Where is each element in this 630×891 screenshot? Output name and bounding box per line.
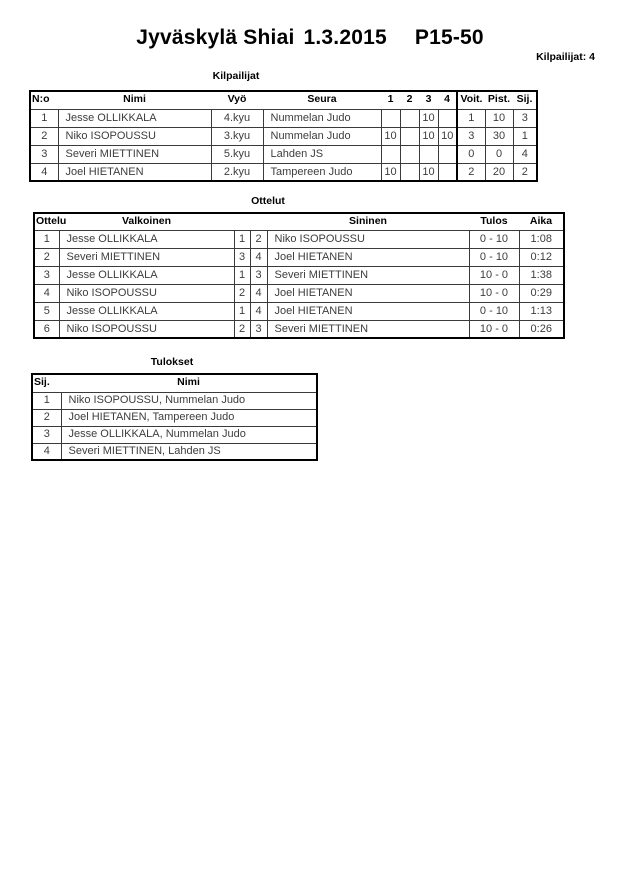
- match-row: [34, 266, 564, 284]
- competitor-wins: 1: [457, 109, 485, 127]
- competitor-points: 10: [485, 109, 513, 127]
- col-header-no: N:o: [30, 91, 58, 109]
- white-name: Niko ISOPOUSSU: [59, 284, 234, 302]
- competitor-club: Tampereen Judo: [263, 163, 381, 181]
- competitor-wins: 3: [457, 127, 485, 145]
- competitor-number: 1: [30, 109, 58, 127]
- blue-name: Joel HIETANEN: [267, 302, 469, 320]
- competitor-name: Niko ISOPOUSSU: [58, 127, 211, 145]
- competitor-count-label: Kilpailijat: 4: [536, 51, 595, 63]
- col-header-round-3: 3: [419, 91, 438, 109]
- white-name: Niko ISOPOUSSU: [59, 320, 234, 338]
- match-time: 1:08: [519, 230, 564, 248]
- result-name: Niko ISOPOUSSU, Nummelan Judo: [61, 392, 317, 409]
- col-header-match: Ottelu: [34, 213, 59, 230]
- round-score-1: 10: [381, 127, 400, 145]
- white-number: 1: [234, 230, 250, 248]
- match-result: 10 - 0: [469, 284, 519, 302]
- competitor-wins: 0: [457, 145, 485, 163]
- competitor-name: Severi MIETTINEN: [58, 145, 211, 163]
- competitor-number: 4: [30, 163, 58, 181]
- blue-name: Joel HIETANEN: [267, 248, 469, 266]
- result-place: 4: [32, 443, 61, 460]
- match-result: 0 - 10: [469, 248, 519, 266]
- result-row: [32, 392, 317, 409]
- match-time: 0:12: [519, 248, 564, 266]
- col-header-points: Pist.: [485, 91, 513, 109]
- blue-number: 2: [250, 230, 267, 248]
- col-header-white-no: [234, 213, 250, 230]
- result-place: 2: [32, 409, 61, 426]
- round-score-1: 10: [381, 163, 400, 181]
- blue-number: 3: [250, 266, 267, 284]
- white-number: 1: [234, 266, 250, 284]
- match-row: [34, 284, 564, 302]
- competitor-belt: 3.kyu: [211, 127, 263, 145]
- match-result: 10 - 0: [469, 266, 519, 284]
- competitor-row: [30, 109, 537, 127]
- result-place: 3: [32, 426, 61, 443]
- competitor-belt: 5.kyu: [211, 145, 263, 163]
- round-score-2: [400, 127, 419, 145]
- blue-name: Severi MIETTINEN: [267, 266, 469, 284]
- result-name: Severi MIETTINEN, Lahden JS: [61, 443, 317, 460]
- results-heading: Tulokset: [150, 356, 194, 368]
- matches-header-row: [34, 213, 564, 230]
- match-number: 2: [34, 248, 59, 266]
- match-row: [34, 302, 564, 320]
- match-row: [34, 230, 564, 248]
- round-score-3: 10: [419, 163, 438, 181]
- white-number: 3: [234, 248, 250, 266]
- blue-number: 4: [250, 284, 267, 302]
- competitor-points: 30: [485, 127, 513, 145]
- competitors-header-row: [30, 91, 537, 109]
- col-header-place: Sij.: [32, 374, 61, 392]
- results-header-row: [32, 374, 317, 392]
- round-score-3: [419, 145, 438, 163]
- competitor-club: Lahden JS: [263, 145, 381, 163]
- white-name: Jesse OLLIKKALA: [59, 230, 234, 248]
- match-number: 1: [34, 230, 59, 248]
- match-number: 4: [34, 284, 59, 302]
- white-number: 2: [234, 284, 250, 302]
- col-header-place: Sij.: [513, 91, 537, 109]
- round-score-3: 10: [419, 127, 438, 145]
- match-number: 3: [34, 266, 59, 284]
- competitor-belt: 4.kyu: [211, 109, 263, 127]
- competitors-heading: Kilpailijat: [212, 70, 260, 82]
- competitor-name: Jesse OLLIKKALA: [58, 109, 211, 127]
- match-result: 0 - 10: [469, 302, 519, 320]
- competitor-belt: 2.kyu: [211, 163, 263, 181]
- match-row: [34, 320, 564, 338]
- round-score-2: [400, 163, 419, 181]
- title-date: 1.3.2015: [303, 26, 387, 49]
- competitor-place: 1: [513, 127, 537, 145]
- competitor-place: 2: [513, 163, 537, 181]
- col-header-result: Tulos: [469, 213, 519, 230]
- title-category: P15-50: [414, 26, 484, 49]
- round-score-4: [438, 163, 457, 181]
- blue-number: 4: [250, 302, 267, 320]
- competitor-row: [30, 163, 537, 181]
- round-score-1: [381, 145, 400, 163]
- competitor-name: Joel HIETANEN: [58, 163, 211, 181]
- round-score-3: 10: [419, 109, 438, 127]
- results-table: [31, 373, 318, 461]
- round-score-2: [400, 145, 419, 163]
- match-result: 10 - 0: [469, 320, 519, 338]
- match-time: 0:29: [519, 284, 564, 302]
- result-place: 1: [32, 392, 61, 409]
- match-result: 0 - 10: [469, 230, 519, 248]
- title-event: Jyväskylä Shiai: [136, 26, 295, 49]
- matches-table: [33, 212, 565, 339]
- col-header-round-1: 1: [381, 91, 400, 109]
- blue-name: Severi MIETTINEN: [267, 320, 469, 338]
- col-header-name: Nimi: [58, 91, 211, 109]
- round-score-1: [381, 109, 400, 127]
- competitor-row: [30, 145, 537, 163]
- white-number: 2: [234, 320, 250, 338]
- round-score-4: 10: [438, 127, 457, 145]
- col-header-wins: Voit.: [457, 91, 485, 109]
- blue-name: Niko ISOPOUSSU: [267, 230, 469, 248]
- competitor-place: 4: [513, 145, 537, 163]
- col-header-club: Seura: [263, 91, 381, 109]
- col-header-round-4: 4: [438, 91, 457, 109]
- competitor-wins: 2: [457, 163, 485, 181]
- blue-number: 4: [250, 248, 267, 266]
- blue-number: 3: [250, 320, 267, 338]
- competitor-points: 0: [485, 145, 513, 163]
- match-time: 1:13: [519, 302, 564, 320]
- competitor-place: 3: [513, 109, 537, 127]
- blue-name: Joel HIETANEN: [267, 284, 469, 302]
- result-name: Jesse OLLIKKALA, Nummelan Judo: [61, 426, 317, 443]
- result-row: [32, 426, 317, 443]
- white-name: Severi MIETTINEN: [59, 248, 234, 266]
- match-time: 1:38: [519, 266, 564, 284]
- competitor-row: [30, 127, 537, 145]
- result-name: Joel HIETANEN, Tampereen Judo: [61, 409, 317, 426]
- competitor-club: Nummelan Judo: [263, 127, 381, 145]
- match-time: 0:26: [519, 320, 564, 338]
- competitor-number: 2: [30, 127, 58, 145]
- white-name: Jesse OLLIKKALA: [59, 302, 234, 320]
- round-score-4: [438, 109, 457, 127]
- col-header-white: Valkoinen: [59, 213, 234, 230]
- white-name: Jesse OLLIKKALA: [59, 266, 234, 284]
- result-row: [32, 443, 317, 460]
- col-header-blue: Sininen: [267, 213, 469, 230]
- competitor-number: 3: [30, 145, 58, 163]
- match-number: 5: [34, 302, 59, 320]
- match-row: [34, 248, 564, 266]
- col-header-belt: Vyö: [211, 91, 263, 109]
- col-header-blue-no: [250, 213, 267, 230]
- competitor-points: 20: [485, 163, 513, 181]
- competitors-table: [29, 90, 538, 182]
- competitor-club: Nummelan Judo: [263, 109, 381, 127]
- match-number: 6: [34, 320, 59, 338]
- page-title: [0, 26, 620, 50]
- round-score-4: [438, 145, 457, 163]
- result-row: [32, 409, 317, 426]
- matches-heading: Ottelut: [251, 195, 285, 207]
- col-header-time: Aika: [519, 213, 564, 230]
- col-header-result-name: Nimi: [61, 374, 317, 392]
- round-score-2: [400, 109, 419, 127]
- col-header-round-2: 2: [400, 91, 419, 109]
- white-number: 1: [234, 302, 250, 320]
